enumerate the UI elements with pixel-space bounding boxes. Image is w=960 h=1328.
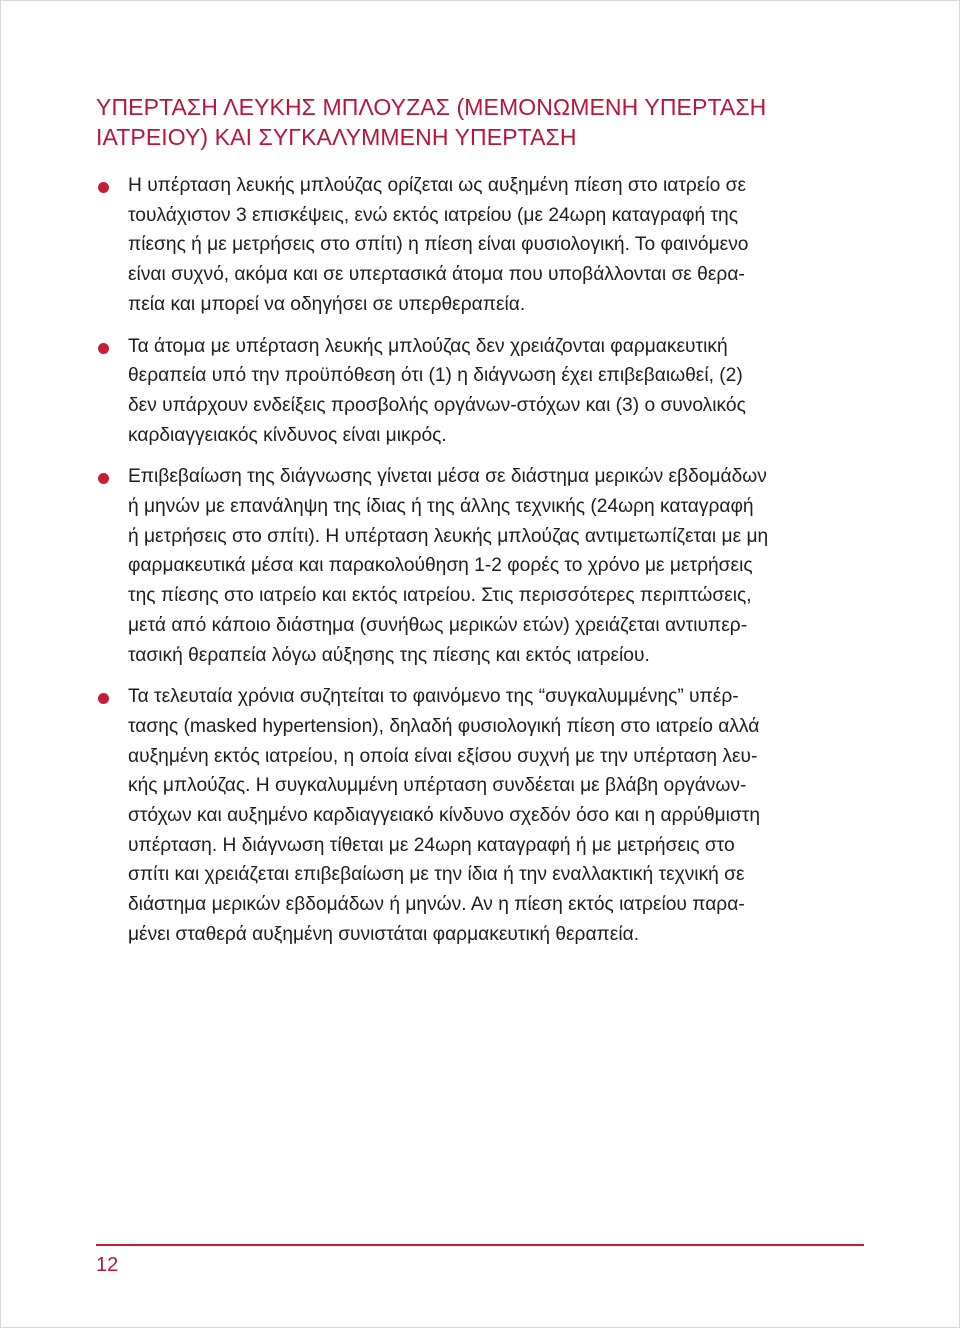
text-line: τουλάχιστον 3 επισκέψεις, ενώ εκτός ιατρείου (με 24ωρη καταγραφή της xyxy=(128,204,738,226)
text-line: Τα τελευταία χρόνια συζητείται το φαινόμενο της “συγκαλυμμένης” υπέρ- xyxy=(128,686,739,708)
section-title-line: ΥΠΕΡΤΑΣΗ ΛΕΥΚΗΣ ΜΠΛΟΥΖΑΣ (ΜΕΜΟΝΩΜΕΝΗ ΥΠΕΡΤΑΣΗ xyxy=(96,94,767,120)
text-line: στόχων και αυξημένο καρδιαγγειακό κίνδυνο σχεδόν όσο και η αρρύθμιστη xyxy=(128,805,761,827)
text-line: Επιβεβαίωση της διάγνωσης γίνεται μέσα σε διάστημα μερικών εβδομάδων xyxy=(128,466,767,488)
text-line: είναι συχνό, ακόμα και σε υπερτασικά άτομα που υποβάλλονται σε θερα- xyxy=(128,264,745,286)
text-line: κής μπλούζας. Η συγκαλυμμένη υπέρταση συνδέεται με βλάβη οργάνων- xyxy=(128,775,747,797)
bullet-item xyxy=(96,682,876,949)
footer-divider xyxy=(96,1244,864,1246)
text-line: μετά από κάποιο διάστημα (συνήθως μερικών ετών) χρειάζεται αντιυπερ- xyxy=(128,614,748,636)
section-title-line: ΙΑΤΡΕΙΟΥ) ΚΑΙ ΣΥΓΚΑΛΥΜΜΕΝΗ ΥΠΕΡΤΑΣΗ xyxy=(96,124,577,150)
bullet-list xyxy=(96,171,876,962)
section-title xyxy=(96,92,876,152)
bullet-dot-icon xyxy=(98,182,109,193)
text-line: θεραπεία υπό την προϋπόθεση ότι (1) η διάγνωση έχει επιβεβαιωθεί, (2) xyxy=(128,365,743,387)
text-line: Τα άτομα με υπέρταση λευκής μπλούζας δεν χρειάζονται φαρμακευτική xyxy=(128,335,728,357)
text-line: Η υπέρταση λευκής μπλούζας ορίζεται ως αυξημένη πίεση στο ιατρείο σε xyxy=(128,175,747,196)
text-line: αυξημένη εκτός ιατρείου, η οποία είναι εξίσου συχνή με την υπέρταση λευ- xyxy=(128,745,758,767)
bullet-item xyxy=(96,462,876,670)
text-line: υπέρταση. Η διάγνωση τίθεται με 24ωρη καταγραφή ή με μετρήσεις στο xyxy=(128,834,735,856)
text-line: τασης (masked hypertension), δηλαδή φυσιολογική πίεση στο ιατρείο αλλά xyxy=(128,715,760,737)
page-number: 12 xyxy=(96,1254,119,1276)
text-line: φαρμακευτικά μέσα και παρακολούθηση 1-2 φορές το χρόνο με μετρήσεις xyxy=(128,555,753,577)
bullet-dot-icon xyxy=(98,473,109,484)
bullet-dot-icon xyxy=(98,343,109,354)
bullet-item xyxy=(96,171,876,320)
text-line: ή μετρήσεις στο σπίτι). Η υπέρταση λευκής μπλούζας αντιμετωπίζεται με μη xyxy=(128,525,769,547)
text-line: ή μηνών με επανάληψη της ίδιας ή της άλλης τεχνικής (24ωρη καταγραφή xyxy=(128,496,754,518)
bullet-item xyxy=(96,332,876,451)
bullet-dot-icon xyxy=(98,693,109,704)
text-line: δεν υπάρχουν ενδείξεις προσβολής οργάνων-στόχων και (3) ο συνολικός xyxy=(128,394,746,416)
text-line: μένει σταθερά αυξημένη συνιστάται φαρμακευτική θεραπεία. xyxy=(128,923,640,945)
text-line: πίεσης ή με μετρήσεις στο σπίτι) η πίεση είναι φυσιολογική. Το φαινόμενο xyxy=(128,234,749,256)
text-line: τασική θεραπεία λόγω αύξησης της πίεσης και εκτός ιατρείου. xyxy=(128,644,650,666)
text-line: καρδιαγγειακός κίνδυνος είναι μικρός. xyxy=(128,424,447,446)
text-line: της πίεσης στο ιατρείο και εκτός ιατρείου. Στις περισσότερες περιπτώσεις, xyxy=(128,585,752,607)
text-line: πεία και μπορεί να οδηγήσει σε υπερθεραπεία. xyxy=(128,293,526,315)
text-line: διάστημα μερικών εβδομάδων ή μηνών. Αν η πίεση εκτός ιατρείου παρα- xyxy=(128,894,745,916)
text-line: σπίτι και χρειάζεται επιβεβαίωση με την ίδια ή την εναλλακτική τεχνική σε xyxy=(128,864,745,886)
